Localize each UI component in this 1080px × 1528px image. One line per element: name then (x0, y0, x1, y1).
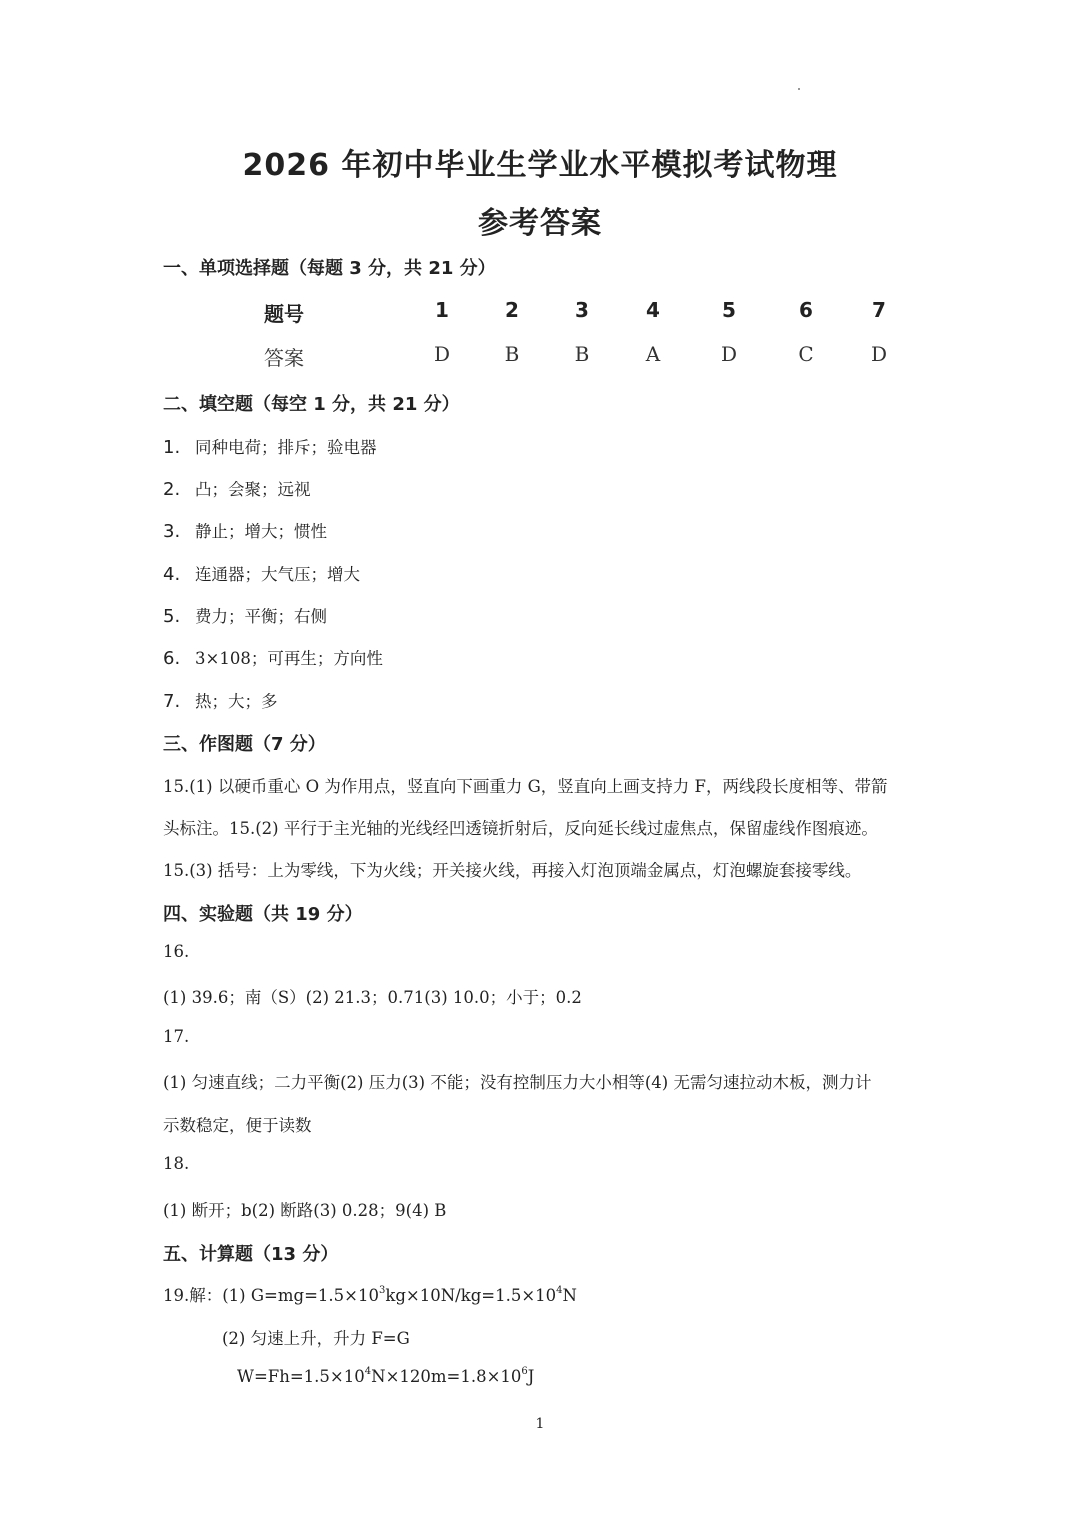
section5-heading: 五、计算题（13 分） (163, 1244, 339, 1265)
fill-answer-item (163, 645, 383, 669)
item-number: 7. (163, 691, 181, 712)
experiment-answer-line: 17. (163, 1027, 190, 1046)
question-number: 3 (575, 298, 589, 322)
fill-answer-item (163, 434, 377, 458)
calc-text: W=Fh=1.5×10 (237, 1367, 365, 1386)
question-number: 2 (505, 298, 519, 322)
fill-answer-item (163, 561, 360, 585)
experiment-answer-line: 18. (163, 1154, 190, 1173)
section3-heading: 三、作图题（7 分） (163, 734, 326, 755)
answer-table-answer-row (0, 342, 1080, 374)
section2-heading: 二、填空题（每空 1 分，共 21 分） (163, 394, 460, 415)
answer-value: A (645, 342, 661, 366)
calc-text: kg×10N/kg=1.5×10 (385, 1286, 557, 1305)
fill-answer-item (163, 476, 311, 500)
item-text: 静止；增大；惯性 (195, 522, 327, 541)
scan-dot (798, 88, 800, 90)
answer-table-header-row (0, 298, 1080, 330)
fill-answer-item (163, 603, 327, 627)
calculation-line: (2) 匀速上升，升力 F=G (222, 1329, 410, 1348)
item-text: 连通器；大气压；增大 (195, 565, 360, 584)
answer-value: B (504, 342, 520, 366)
answer-value: C (798, 342, 814, 366)
question-number: 5 (722, 298, 736, 322)
item-number: 1. (163, 437, 181, 458)
experiment-answer-line: (1) 断开；b(2) 断路(3) 0.28；9(4) B (163, 1201, 447, 1220)
item-text: 凸；会聚；远视 (195, 480, 311, 499)
item-number: 6. (163, 648, 181, 669)
fill-answer-item (163, 518, 327, 542)
section1-heading: 一、单项选择题（每题 3 分，共 21 分） (163, 258, 496, 279)
exponent: 6 (521, 1366, 528, 1377)
question-number: 6 (799, 298, 813, 322)
calculation-line (237, 1367, 534, 1386)
page-number: 1 (535, 1416, 545, 1432)
exponent: 3 (378, 1285, 386, 1296)
answer-value: D (433, 342, 451, 366)
page-subtitle: 参考答案 (478, 206, 602, 241)
question-number: 7 (872, 298, 886, 322)
item-text: 费力；平衡；右侧 (195, 607, 327, 626)
calc-text: 19.解：(1) G=mg=1.5×10 (163, 1286, 379, 1305)
exponent: 4 (556, 1285, 563, 1296)
answer-label: 答案 (264, 346, 304, 370)
item-number: 3. (163, 521, 181, 542)
experiment-answer-line: 16. (163, 942, 190, 961)
fill-answer-item (163, 688, 278, 712)
drawing-answer-line: 头标注。15.(2) 平行于主光轴的光线经凹透镜折射后，反向延长线过虚焦点，保留虚线作图痕迹。 (163, 819, 878, 838)
item-text: 3×108；可再生；方向性 (195, 649, 383, 668)
experiment-answer-line: 示数稳定，便于读数 (163, 1116, 312, 1135)
exponent: 4 (364, 1366, 372, 1377)
item-text: 热；大；多 (195, 692, 278, 711)
calc-text: N×120m=1.8×10 (371, 1367, 522, 1386)
calculation-line (163, 1282, 577, 1306)
calc-text: N (562, 1286, 577, 1305)
drawing-answer-line: 15.(3) 括号：上为零线，下为火线；开关接火线，再接入灯泡顶端金属点，灯泡螺旋套接零线。 (163, 861, 862, 880)
experiment-answer-line: (1) 39.6；南（S）(2) 21.3；0.71(3) 10.0；小于；0.2 (163, 988, 582, 1007)
drawing-answer-line: 15.(1) 以硬币重心 O 为作用点，竖直向下画重力 G，竖直向上画支持力 F，两线段长度相等、带箭 (163, 777, 888, 796)
question-number-label: 题号 (264, 302, 304, 326)
calc-text: J (527, 1367, 535, 1386)
answer-value: B (574, 342, 590, 366)
experiment-answer-line: (1) 匀速直线；二力平衡(2) 压力(3) 不能；没有控制压力大小相等(4) 无需匀速拉动木板，测力计 (163, 1073, 872, 1092)
item-number: 2. (163, 479, 181, 500)
question-number: 4 (646, 298, 660, 322)
answer-value: D (720, 342, 738, 366)
item-text: 同种电荷；排斥；验电器 (195, 438, 377, 457)
item-number: 4. (163, 564, 181, 585)
page-title: 2026 年初中毕业生学业水平模拟考试物理 (242, 148, 838, 183)
section4-heading: 四、实验题（共 19 分） (163, 904, 363, 925)
item-number: 5. (163, 606, 181, 627)
answer-value: D (870, 342, 888, 366)
question-number: 1 (435, 298, 449, 322)
